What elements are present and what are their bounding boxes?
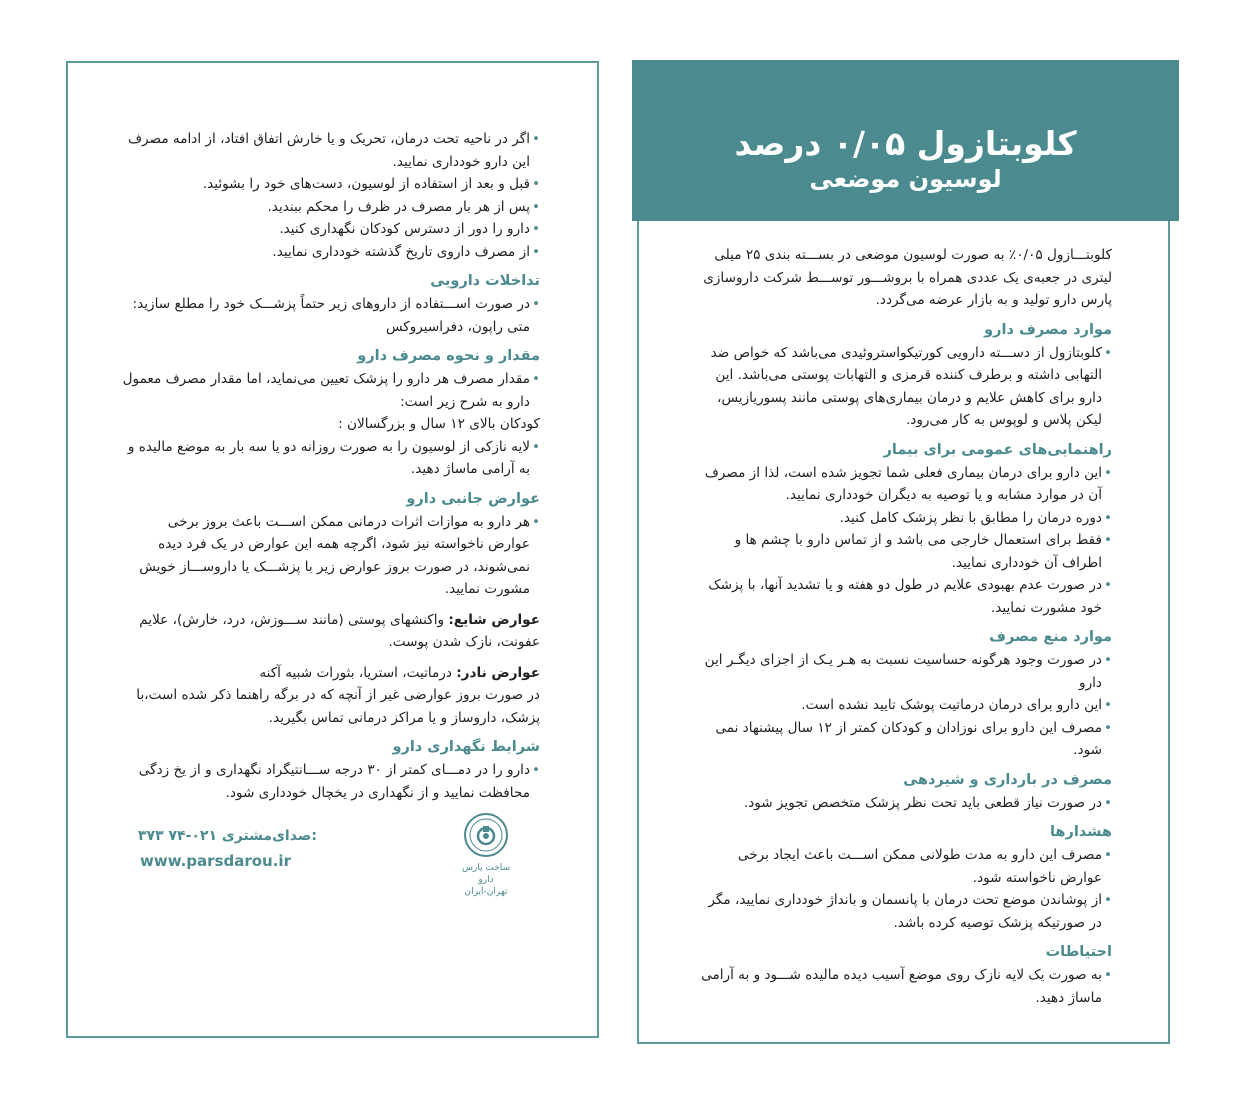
list-item: • پس از هر بار مصرف در ظرف را محکم ببندید. [122,196,540,219]
side-effects-list [122,511,540,601]
list-item: • به صورت یک لایه نازک روی موضع آسیب دیده مالیده شـــود و به آرامی ماساژ دهید. [694,964,1112,1009]
interactions-list [122,293,540,338]
rare-text: درماتیت، استریا، بثورات شبیه آکنه [259,664,457,681]
section-title-contraindications: موارد منع مصرف [989,629,1112,645]
section-title-patient-guidance: راهنمایی‌های عمومی برای بیمار [883,441,1112,458]
list-item: • مقدار مصرف هر دارو را پزشک تعیین می‌نماید، اما مقدار مصرف معمول دارو به شرح زیر است: [122,368,540,413]
warnings-list [694,844,1112,934]
left-column [122,128,540,804]
phone-number: ۳۷۳ ۷۴-۰۲۱ [138,828,218,844]
pars-darou-logo-icon [463,812,509,858]
patient-guidance-list [694,462,1112,620]
rare-label: عوارض نادر: [456,664,540,681]
title-banner [632,60,1179,221]
section-title-pregnancy: مصرف در بارداری و شیردهی [903,771,1112,788]
section-title-precautions: احتیاطات [1045,944,1112,960]
list-item: • در صورت وجود هرگونه حساسیت نسبت به هـر یـک از اجزای دیگـر این دارو [694,649,1112,694]
product-title: کلوبتازول ۰/۰۵ درصد [734,124,1077,163]
intro-paragraph: کلوبتـــازول ۰/۰۵٪ به صورت لوسیون موضعی در بســـته بندی ۲۵ میلی لیتری در جعبه‌ی یک عددی همراه با بروشـــور توســـط شرکت داروسازی پارس دارو تولید و به بازار عرضه می‌گردد. [703,247,1112,308]
section-title-indications: موارد مصرف دارو [984,321,1112,338]
list-item: • دارو را دور از دسترس کودکان نگهداری کنید. [122,218,540,241]
common-side-effects [122,609,540,654]
website-link[interactable]: www.parsdarou.ir [140,852,291,870]
list-item: • کلوبتازول از دســـته دارویی کورتیکواستروئیدی می‌باشد که خواص ضد التهابی داشته و برطرف کننده قرمزی و التهابات پوستی می‌باشد. این دارو برای کاهش علایم و درمان بیماری‌های پوستی مانند پسوریازیس، لیکن پلاس و لوپوس به کار می‌رود. [694,342,1112,432]
list-item: • در صورت اســـتفاده از داروهای زیر حتماً پزشـــک خود را مطلع سازید: متی راپون، دفراسیروکس [122,293,540,338]
list-item: • در صورت نیاز قطعی باید تحت نظر پزشک متخصص تجویز شود. [694,792,1112,815]
company-logo [456,812,516,898]
list-item: • در صورت عدم بهبودی علایم در طول دو هفته و یا تشدید آنها، با پزشک خود مشورت نمایید. [694,574,1112,619]
storage-list [122,759,540,804]
section-title-warnings: هشدارها [1049,824,1112,840]
right-column [694,244,1112,1009]
rare-side-effects [122,662,540,685]
contraindications-list [694,649,1112,762]
rare-side-effects-note: در صورت بروز عوارضی غیر از آنچه که در برگه راهنما ذکر شده است،با پزشک، داروساز و یا مراکز درمانی تماس بگیرید. [136,687,540,726]
list-item: • این دارو برای درمان درماتیت پوشک تایید نشده است. [694,694,1112,717]
footer [138,812,538,897]
pregnancy-list [694,792,1112,815]
list-item: • مصرف این دارو برای نوزادان و کودکان کمتر از ۱۲ سال پیشنهاد نمی شود. [694,717,1112,762]
precautions-list [694,964,1112,1009]
section-title-dosage: مقدار و نحوه مصرف دارو [357,348,540,364]
list-item: • از مصرف داروی تاریخ گذشته خودداری نمایید. [122,241,540,264]
list-item: • اگر در ناحیه تحت درمان، تحریک و یا خارش اتفاق افتاد، از ادامه مصرف این دارو خودداری نمایید. [122,128,540,173]
list-item: • فقط برای استعمال خارجی می باشد و از تماس دارو با چشم ها و اطراف آن خودداری نمایید. [694,529,1112,574]
list-item: • قبل و بعد از استفاده از لوسیون، دست‌های خود را بشوئید. [122,173,540,196]
dosage-list [122,368,540,413]
list-item: • دارو را در دمـــای کمتر از ۳۰ درجه ســـانتیگراد نگهداری و از یخ زدگی محافظت نمایید و از نگهداری در یخچال خودداری شود. [122,759,540,804]
common-text: واکنشهای پوستی (مانند ســـوزش، درد، خارش)، علایم عفونت، نازک شدن پوست. [139,611,540,650]
customer-phone [138,828,317,844]
logo-caption [456,862,516,898]
common-label: عوارض شایع: [448,611,540,628]
general-tips-list [122,128,540,263]
section-title-side-effects: عوارض جانبی دارو [406,490,540,507]
section-title-interactions: تداخلات دارویی [430,273,540,289]
list-item: • هر دارو به موازات اثرات درمانی ممکن اســـت باعث بروز برخی عوارض ناخواسته نیز شود، اگرچه همه این عوارض در یک فرد دیده نمی‌شوند، در صورت بروز عوارض زیر با پزشـــک یا داروســـاز خویش مشورت نمایید. [122,511,540,601]
list-item: • دوره درمان را مطابق با نظر پزشک کامل کنید. [694,507,1112,530]
list-item: • از پوشاندن موضع تحت درمان با پانسمان و بانداژ خودداری نمایید، مگر در صورتیکه پزشک توصیه کرده باشد. [694,889,1112,934]
list-item: • لایه نازکی از لوسیون را به صورت روزانه دو یا سه بار به موضع مالیده و به آرامی ماساژ دهید. [122,436,540,481]
list-item: • این دارو برای درمان بیماری فعلی شما تجویز شده است، لذا از مصرف آن در موارد مشابه و یا توصیه به دیگران خودداری نمایید. [694,462,1112,507]
dosage-age-note: کودکان بالای ۱۲ سال و بزرگسالان : [338,416,540,432]
logo-line-2: تهران-ایران [464,887,508,897]
dosage-list-2 [122,436,540,481]
indications-list [694,342,1112,432]
list-item: • مصرف این دارو به مدت طولانی ممکن اســـت باعث ایجاد برخی عوارض ناخواسته شود. [694,844,1112,889]
section-title-storage: شرایط نگهداری دارو [392,739,540,755]
logo-line-1: ساخت پارس دارو [461,863,511,885]
product-subtitle: لوسیون موضعی [809,165,1002,193]
phone-label: صدای‌مشتری: [221,828,317,844]
